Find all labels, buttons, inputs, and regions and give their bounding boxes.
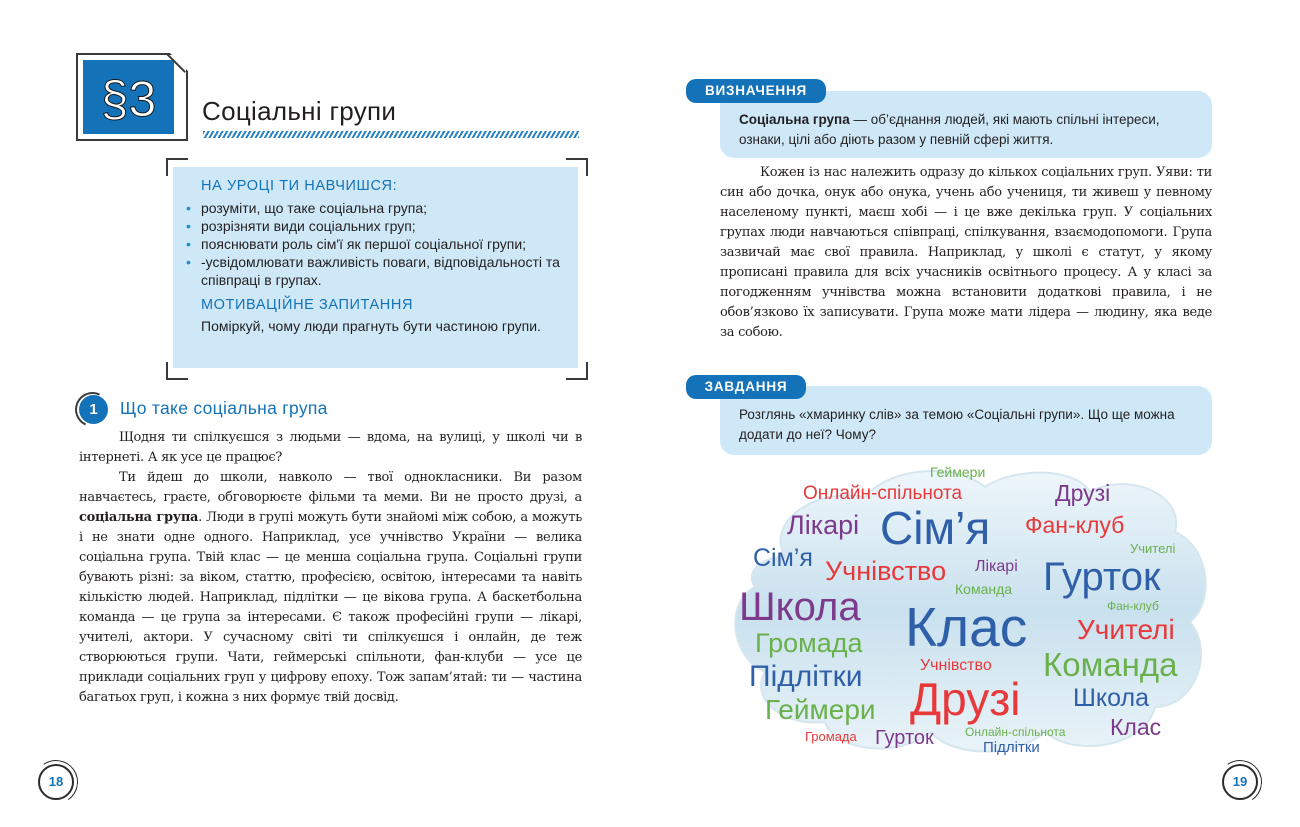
page-number: 19 — [1222, 764, 1258, 800]
cloud-word: Клас — [905, 596, 1028, 658]
cloud-word: Учителі — [1130, 541, 1176, 556]
word-cloud — [725, 462, 1215, 758]
objective-item — [185, 199, 566, 217]
cloud-word: Онлайн-спільнота — [965, 725, 1066, 739]
text-run: . Люди в групі можуть бути знайомі між собою, а можуть і не знати одне одного. Наприклад, усе учнівство України — велика соціальна група. Твій клас — це менша соціальна група. Соціальні групи бувають різні: за віком, статтю, професією, освітою, інтересами та навіть кількістю людей. Наприклад, підлітки — це вікова група. А баскетбольна команда — це група за інтересами. Є також професійні групи — лікарі, учителі, актори. У сучасному світі ти спілкуєшся і онлайн, де теж створюються групи. Чати, геймерські спільноти, фан-клуби — усе це приклади соціальних груп у цифрову епоху. Тож запам’ятай: ти — частина багатьох груп, і кожна з них формує твій досвід. — [79, 510, 583, 705]
definition-tag: ВИЗНАЧЕННЯ — [686, 79, 826, 103]
bullet-icon: • — [186, 200, 191, 216]
objective-text: -усвідомлювати важливість поваги, відповідальності та співпраці в групах. — [201, 254, 560, 288]
motivation-heading: МОТИВАЦІЙНЕ ЗАПИТАННЯ — [201, 297, 414, 313]
paragraph-badge — [76, 53, 188, 141]
paragraph-number: §3 — [100, 71, 157, 127]
bullet-icon: • — [186, 218, 191, 234]
page-number: 18 — [38, 764, 74, 800]
cloud-word: Онлайн-спільнота — [803, 483, 963, 504]
right-body — [720, 163, 1212, 343]
objective-text: пояснювати роль сім'ї як першої соціальної групи; — [201, 236, 527, 252]
section-body — [79, 428, 582, 708]
cloud-word: Школа — [1073, 684, 1149, 712]
motivation-text: Поміркуй, чому люди прагнуть бути частиною групи. — [201, 318, 541, 334]
cloud-word: Підлітки — [983, 739, 1040, 756]
cloud-word: Громада — [805, 729, 857, 744]
section-title: Що таке соціальна група — [120, 398, 328, 418]
cloud-word: Команда — [955, 581, 1013, 597]
objective-text: розуміти, що таке соціальна група; — [201, 200, 428, 216]
bold-term: соціальна група — [79, 510, 199, 525]
cloud-word: Школа — [739, 585, 861, 629]
cloud-word: Учнівство — [825, 556, 947, 586]
cloud-word: Клас — [1110, 714, 1162, 740]
objectives-heading: НА УРОЦІ ТИ НАВЧИШСЯ: — [201, 178, 398, 194]
objective-item — [185, 217, 566, 235]
cloud-word: Друзі — [1055, 480, 1111, 506]
cloud-word: Геймери — [765, 694, 876, 725]
body-paragraph: Щодня ти спілкуєшся з людьми — вдома, на вулиці, у школі чи в інтернеті. А як усе це працює? — [79, 430, 582, 465]
objective-text: розрізняти види соціальних груп; — [201, 218, 416, 234]
cloud-word: Гурток — [1043, 555, 1161, 599]
cloud-word: Учнівство — [920, 657, 992, 674]
title-underline-stripe — [203, 131, 579, 138]
objective-item — [185, 235, 566, 253]
cloud-word: Фан-клуб — [1025, 512, 1125, 538]
cloud-word: Підлітки — [749, 660, 863, 693]
cloud-word: Учителі — [1077, 614, 1175, 645]
body-paragraph: Кожен із нас належить одразу до кількох соціальних груп. Уяви: ти син або дочка, онук або онука, учень або учениця, ти живеш у певному населеному пункті, маєш хобі — і це вже декілька груп. У соціальних групах люди навчаються співпраці, спілкування, взаємодопомоги. Група зазвичай має свої правила. Наприклад, у школі є статут, у якому прописані правила для всіх учасників освітнього процесу. А у класі за погодженням учнівства можна встановити додаткові правила, і не обов’язково їх записувати. Група може мати лідера — людину, яка веде за собою. — [720, 165, 1212, 340]
cloud-word: Геймери — [930, 464, 986, 480]
cloud-word: Лікарі — [975, 558, 1018, 575]
task-tag: ЗАВДАННЯ — [686, 375, 806, 399]
cloud-word: Команда — [1043, 646, 1178, 683]
cloud-word: Сім’я — [753, 544, 813, 572]
text-run: Ти йдеш до школи, навколо — твої однокласники. Ви разом навчаєтесь, граєте, обговорюєте фільми та меми. Ви не просто друзі, а — [79, 470, 582, 505]
objective-item — [185, 253, 566, 289]
bullet-icon: • — [186, 254, 191, 270]
definition-text — [739, 110, 1199, 150]
cloud-word: Гурток — [875, 727, 934, 749]
definition-body: — об’єднання людей, які мають спільні інтереси, ознаки, цілі або діють разом у певній сфері життя. — [739, 112, 1160, 147]
section-number-badge: 1 — [79, 395, 108, 424]
task-text: Розглянь «хмаринку слів» за темою «Соціальні групи». Що ще можна додати до неї? Чому? — [739, 407, 1175, 442]
cloud-word: Громада — [755, 628, 863, 658]
objectives-box — [173, 167, 578, 368]
cloud-word: Фан-клуб — [1107, 599, 1159, 613]
objectives-list — [185, 199, 566, 289]
cloud-word: Друзі — [910, 673, 1021, 725]
cloud-word: Сім’я — [880, 502, 991, 554]
cloud-word: Лікарі — [787, 510, 860, 540]
chapter-title: Соціальні групи — [202, 96, 397, 126]
bullet-icon: • — [186, 236, 191, 252]
definition-term: Соціальна група — [739, 112, 850, 127]
body-paragraph — [79, 468, 582, 708]
